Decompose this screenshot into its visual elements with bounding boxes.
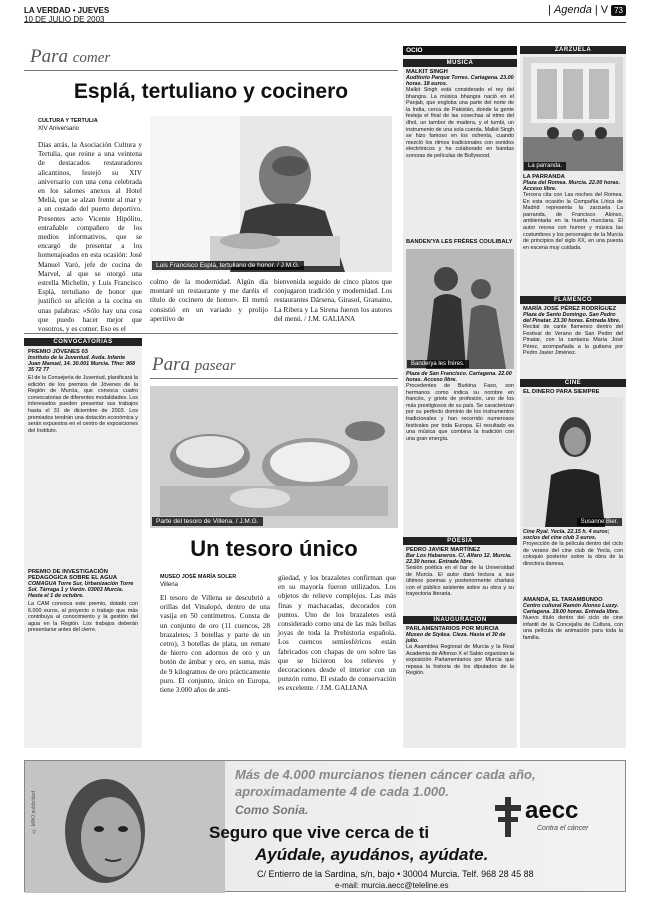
para-pasear-column-2: güedad, y los brazaletes confirman que en su mayoría fueron utilizados. Los objetos de relieve complejos. Las más finas y machacadas, decorados con puntos. Uno de los brazaletes está considerado como una de las más bellas joyas de toda la Prehistoria española. Los cuencos semiesféricos están fabricados con chapas de oro sobre las que se hicieron los relieves y decoraciones desde el interior con un punzón romo. El estado de conservación es excelente. / J.M. GALIANA	[278, 574, 396, 693]
para-pasear-author: J.M. GALIANA	[320, 684, 368, 693]
aecc-tagline: Contra el cáncer	[537, 825, 589, 832]
parlamentarios-text: La Asamblea Regional de Murcia y la Real Academia de Alfonso X el Sabio organizan la exposición Parlamentarios por Murcia que repasa la historia de los diputados de la Región.	[406, 644, 514, 677]
parranda-title: LA PARRANDA	[523, 174, 565, 180]
ocio-column	[403, 46, 517, 748]
pedro-sub: Bar Los Habaneros. C/. Alfaro 12. Murcia. 22.30 horas. Entrada libre.	[406, 553, 512, 565]
chef-illustration	[150, 116, 392, 272]
parlamentarios-sub: Museo de Siyâsa. Cieza. Hasta el 30 de julio.	[406, 632, 506, 644]
ad-line-4: Seguro que vive cerca de ti	[209, 823, 430, 842]
bandenya-photo-caption: Banderya les fréres.	[407, 360, 469, 368]
para-comer-subkicker: XIV Aniversario	[38, 126, 80, 132]
para-comer-column-1: Días atrás, la Asociación Cultura y Tertulia, que reúne a una veintena de destacados restauradores alicantinos, festejó su XIV aniversario con una cena celebrada en los salones anexos al Hotel Meliá, que se alzan frente al mar y a un costado del puerto deportivo. Presentes acto Vicente Hipólito, entrañable compañero de los medios informativos, que se encargó de presentar a los homenajeados en esta ocasión: José Manuel Varó, jefe de cocina de Marvel, al que se otorgó una estrella Michelin, y Luis Francisco Esplá, tertuliano de honor que justificó su afición a la cocina en unas palabras: «Sólo hay una cosa que puedo hacer mejor que vosotros, y es comer. Eso es el	[38, 141, 142, 334]
malkit-title: MALKIT SINGH	[406, 69, 448, 75]
stage-illustration	[523, 57, 623, 171]
para-comer-section-head: Para comer	[30, 46, 111, 67]
paper-name: LA VERDAD	[24, 6, 71, 15]
tesoro-photo-caption: Parte del tesoro de Villena. / J.M.G.	[152, 517, 263, 526]
zarzuela-head: ZARZUELA	[520, 46, 626, 54]
tesoro-photo	[150, 386, 398, 528]
para-comer-column-3: bienvenida seguido de cinco platos que conjugaron tradición y modernidad. Los restaurantes Dársena, Girasol, Granaino, La Ribera y La Sirena fueron los autores del menú. / J.M. GALIANA	[274, 278, 392, 323]
maria-jose-text: Recital de cante flamenco dentro del Festival de Verano de San Pedro del Pinatar, con la cantaora María José Pérez, acompañada a la guitarra por Pedro Javier Jiménez.	[523, 324, 623, 357]
weekday: JUEVES	[77, 6, 110, 15]
ad-line-1: Más de 4.000 murcianos tienen cáncer cada año,	[235, 767, 536, 782]
para-comer-rule	[24, 70, 398, 71]
convocatorias-box	[24, 338, 142, 748]
maria-jose-sub: Plaza de Santo Domingo. San Pedro del Pinatar. 23.30 horas. Entrada libre.	[523, 312, 621, 324]
cine-subtitle: EL DINERO PARA SIEMPRE	[523, 389, 600, 395]
masthead-left: LA VERDAD • JUEVES 10 DE JULIO DE 2003	[24, 6, 110, 24]
para-comer-bottom-rule	[24, 333, 398, 334]
para-pasear-kicker: MUSEO JOSÉ MARÍA SOLER	[160, 574, 237, 580]
esplá-photo-caption: Luis Francisco Esplá, tertuliano de honor. / J.M.G.	[152, 261, 304, 270]
ad-line-5: Ayúdale, ayudános, ayúdate.	[255, 845, 489, 864]
esplá-photo	[150, 116, 392, 272]
convocatoria-2-title: PREMIO DE INVESTIGACIÓN PEDAGÓGICA SOBRE EL AGUA	[28, 569, 118, 581]
aecc-cross-icon	[495, 797, 521, 837]
poesia-head: POESÍA	[403, 537, 517, 545]
para-comer-author: J.M. GALIANA	[307, 314, 356, 323]
page-number: 73	[611, 5, 626, 16]
right-column	[520, 46, 626, 748]
aecc-advertisement	[24, 760, 626, 892]
flamenco-head: FLAMENCO	[520, 296, 626, 304]
bandenya-title: BANDEN'YA LES FRÈRES COULIBALY	[406, 239, 513, 245]
ad-address: C/ Entierro de la Sardina, s/n, bajo • 30004 Murcia. Telf. 968 28 45 88	[257, 869, 534, 879]
cine-text: Proyección de la película dentro del ciclo de verano del cine club de Yecla, con coloquio posterior sobre la obra de la directora danesa.	[523, 541, 623, 567]
para-comer-column-2: colmo de la modernidad. Algún día montaré un restaurante y me daréis el título de cocinero de honor». El menú consistió en un variado y prolijo aperitivo de	[150, 278, 268, 323]
ad-email: e-mail: murcia.aecc@teleline.es	[335, 881, 449, 890]
amanda-text: Nuevo título dentro del ciclo de cine infantil de la Concejalía de Cultura, con una película de animación para toda la familia.	[523, 615, 623, 641]
para-pasear-rule	[150, 378, 398, 379]
zarzuela-photo	[523, 57, 623, 171]
para-comer-kicker: CULTURA Y TERTULIA	[38, 118, 98, 124]
cine-photo	[523, 397, 623, 527]
portrait-illustration	[523, 397, 623, 527]
ad-photo-credit: © MAO publicidad	[31, 791, 37, 834]
bandenya-photo	[406, 249, 514, 369]
musicians-illustration	[406, 249, 514, 369]
header-rule	[24, 22, 626, 23]
treasure-illustration	[150, 386, 398, 528]
sonia-portrait	[25, 761, 225, 893]
section-name: Agenda	[553, 4, 592, 16]
issue-date: 10 DE JULIO DE 2003	[24, 15, 105, 24]
convocatorias-title: CONVOCATORIAS	[24, 338, 142, 346]
cine-photo-caption: Susanne Bier.	[577, 518, 622, 526]
musica-head: MÚSICA	[403, 59, 517, 67]
zarzuela-photo-caption: La parranda.	[524, 162, 566, 170]
convocatoria-2-text: La CAM convoca este premio, dotado con 6.000 euros, al proyecto o trabajo que más contribuya al conocimiento y la gestión del agua en la Región. Los trabajos deberán presentarse antes del cierre.	[28, 601, 138, 634]
masthead-right: | Agenda | V 73	[548, 4, 626, 16]
ad-line-3: Como Sonia.	[235, 803, 309, 817]
inauguracion-head: INAUGURACIÓN	[403, 616, 517, 624]
amanda-sub: Centro cultural Ramón Alonso Luzzy. Cartagena. 19.00 horas. Entrada libre.	[523, 603, 620, 615]
convocatoria-1-sub: Instituto de la Juventud. Avda. Infante Juan Manuel, 14. 30.001 Murcia. Tfno: 968 35 72 77	[28, 355, 135, 373]
para-pasear-headline: Un tesoro único	[190, 536, 358, 561]
convocatoria-2-sub: COMAGUA Torre Sur, Urbanización Torre Sol. Tárraga 1 y Varón. 03003 Murcia. Hasta el 1 de octubre.	[28, 581, 134, 599]
ocio-title: OCIO	[403, 46, 517, 55]
para-pasear-column-1: El tesoro de Villena se descubrió a orillas del Vinalopó, dentro de una vasija en 50 centímetros. Consta de un conjunto de oro (11 cuencos, 28 brazaletes, 3 botellas y parte de un cetro), 3 botellas de plata, un remate de hierro con adornos de oro y un botón de ámbar y oro, en suma, más de 9 kilogramos de oro prácticamente puro. El conjunto, único en Europa, tiene 3.000 años de anti-	[160, 594, 270, 695]
convocatoria-1-title: PREMIO JÓVENES 03	[28, 349, 88, 355]
cine-head: CINE	[520, 379, 626, 387]
aecc-logo: aecc	[525, 797, 579, 824]
maria-jose-title: MARÍA JOSÉ PÉREZ RODRÍGUEZ	[523, 306, 617, 312]
ad-line-2: aproximadamente 4 de cada 1.000.	[235, 784, 449, 799]
para-pasear-section-head: Para pasear	[152, 354, 236, 375]
convocatoria-1-text: El de la Consejería de Juventud, planificará la edición de los premios de Jóvenes de la Región de Murcia, que convoca cuatro convocatorias de diferentes modalidades. Los interesados pueden presentar sus trabajos hasta el 31 de diciembre de 2003. Los premiados tendrán una dotación económica y serán expuestos en el centro de exposiciones del Instituto.	[28, 375, 138, 434]
para-pasear-subkicker: Villena	[160, 582, 178, 588]
para-comer-headline: Esplá, tertuliano y cocinero	[73, 80, 349, 103]
malkit-text: Malkit Singh está considerado el rey del bhangra. La música bhangra nació en el Panjab, que engloba una parte del norte de la India, cerca de Pakistán, donde la gente festeja el final de las cosechas al ritmo del dhol, un tambor de madera, y el tumbi, un instrumento de una sola cuerda. Malkit Singh se hizo famoso en los ochenta, cuando mezcló los ritmos tradicionales con sonidos electrónicos y ha colaborado en bandas sonoras de películas de Bollywood.	[406, 87, 514, 159]
malkit-sub: Auditorio Parque Torres. Cartagena. 23.00 horas. 18 euros.	[406, 75, 514, 87]
bandenya-text: Procedentes de Burkina Faso, son hermanos como indica su nombre en francés, y griots de profesión, uno de los más prestigiosos de su país. Se caracterizan por su perfecto dominio de los instrumentos tradicionales y han recorrido numerosos festivales por toda Europa. El resultado es una música que combina la tradición con una gran energía.	[406, 383, 514, 442]
pedro-title: PEDRO JAVIER MARTÍNEZ	[406, 547, 481, 553]
section-letter: V	[600, 4, 609, 16]
parlamentarios-title: PARLAMENTARIOS POR MURCIA	[406, 626, 499, 632]
pedro-text: Sesión poética en el bar de la Universidad de Murcia. El autor dará lectura a sus últimos poemas y posteriormente charlará con el público asistente sobre su obra y su trayectoria literaria.	[406, 565, 514, 598]
bandenya-sub: Plaza de San Francisco. Cartagena. 22.00 horas. Acceso libre.	[406, 371, 512, 383]
parranda-sub: Plaza del Romea. Murcia. 22.00 horas. Acceso libre.	[523, 180, 621, 192]
parranda-text: Tercera cita con Las noches del Romea. En esta ocasión la Compañía Lírica de Madrid representa la zarzuela La parranda, de Francisco Alonso, ambientada en la huerta murciana. El autor recrea con humor y música las costumbres y los personajes de la Murcia de principios del siglo XX, en una puesta en escena muy cuidada.	[523, 192, 623, 251]
amanda-title: AMANDA, EL TARAMBUNDO	[523, 597, 603, 603]
cine-venue: Cine Ryal. Yecla. 22.15 h. 4 euros; socios del cine club 3 euros.	[523, 529, 610, 541]
